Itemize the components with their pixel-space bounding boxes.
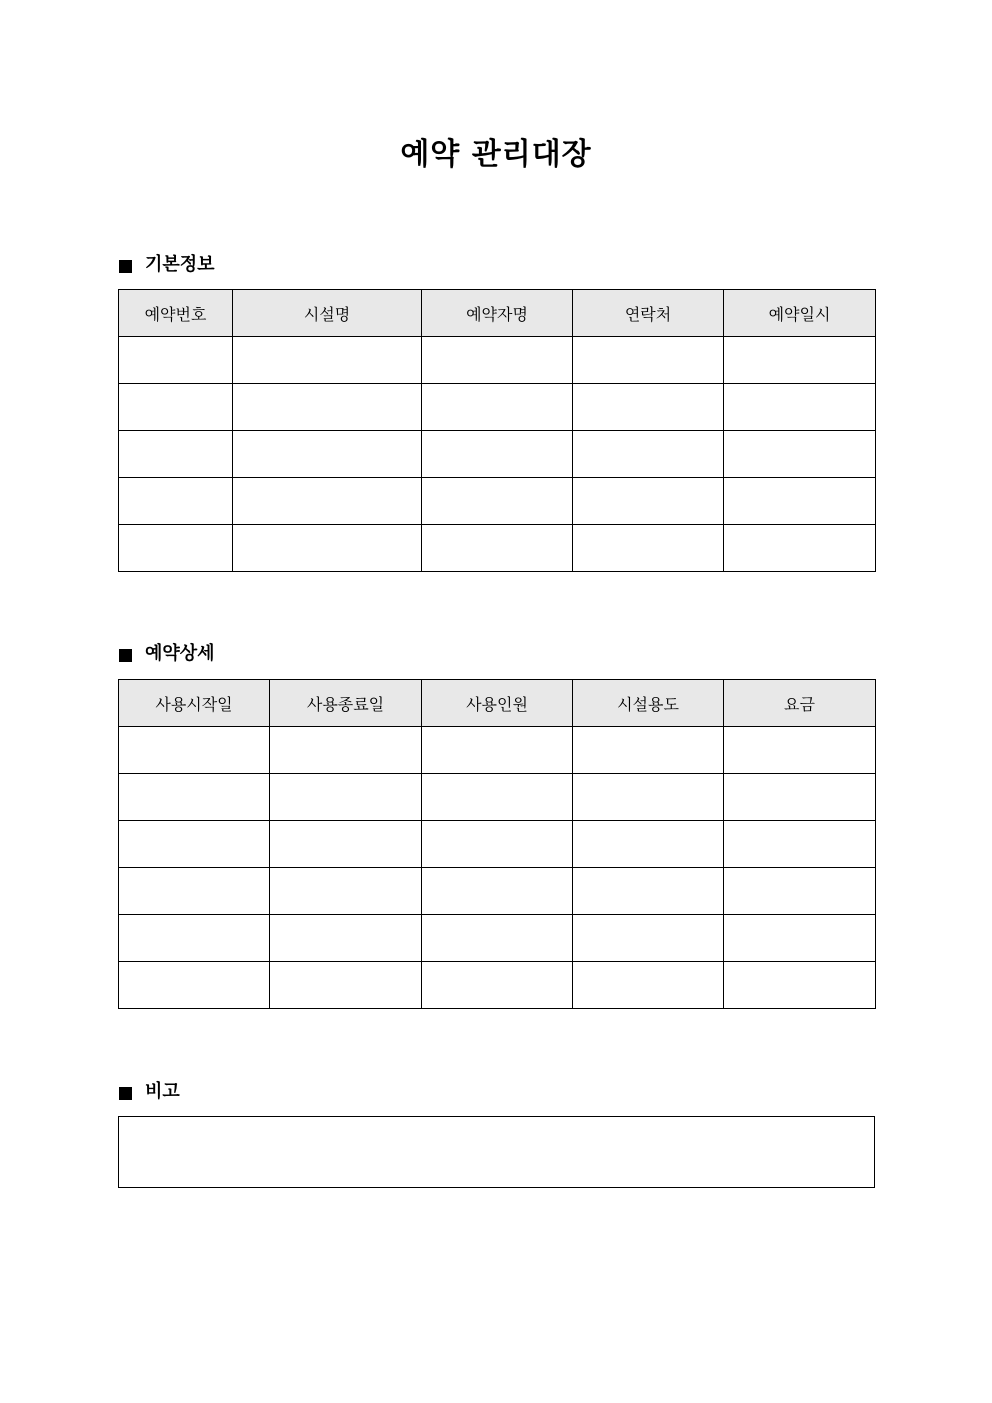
reservation-details-table — [118, 679, 876, 1009]
table-cell[interactable] — [119, 525, 233, 572]
table-cell[interactable] — [724, 727, 876, 774]
table-row — [119, 774, 876, 821]
table-cell[interactable] — [422, 821, 573, 868]
square-bullet-icon — [119, 1087, 132, 1100]
column-header-end-date: 사용종료일 — [270, 680, 422, 727]
table-cell[interactable] — [422, 727, 573, 774]
table-cell[interactable] — [422, 868, 573, 915]
table-row — [119, 384, 876, 431]
table-cell[interactable] — [233, 431, 422, 478]
table-cell[interactable] — [573, 915, 724, 962]
table-row — [119, 962, 876, 1009]
remarks-field[interactable] — [118, 1116, 875, 1188]
table-cell[interactable] — [422, 525, 573, 572]
table-cell[interactable] — [573, 962, 724, 1009]
table-cell[interactable] — [422, 774, 573, 821]
table-cell[interactable] — [119, 384, 233, 431]
section-heading-basic-info — [119, 253, 215, 277]
table-cell[interactable] — [119, 821, 270, 868]
table-row — [119, 868, 876, 915]
table-cell[interactable] — [119, 727, 270, 774]
column-header-reservation-datetime: 예약일시 — [724, 290, 876, 337]
column-header-facility-name: 시설명 — [233, 290, 422, 337]
table-cell[interactable] — [422, 384, 573, 431]
table-cell[interactable] — [573, 774, 724, 821]
table-cell[interactable] — [233, 337, 422, 384]
table-cell[interactable] — [270, 821, 422, 868]
table-cell[interactable] — [724, 821, 876, 868]
table-cell[interactable] — [573, 868, 724, 915]
column-header-start-date: 사용시작일 — [119, 680, 270, 727]
table-row — [119, 431, 876, 478]
section-heading-label: 기본정보 — [145, 254, 215, 275]
table-cell[interactable] — [119, 774, 270, 821]
table-cell[interactable] — [270, 727, 422, 774]
table-cell[interactable] — [270, 774, 422, 821]
table-cell[interactable] — [270, 962, 422, 1009]
table-cell[interactable] — [724, 384, 876, 431]
table-cell[interactable] — [573, 727, 724, 774]
column-header-headcount: 사용인원 — [422, 680, 573, 727]
table-cell[interactable] — [422, 431, 573, 478]
table-cell[interactable] — [573, 821, 724, 868]
table-cell[interactable] — [724, 525, 876, 572]
table-cell[interactable] — [724, 431, 876, 478]
table-cell[interactable] — [233, 478, 422, 525]
table-cell[interactable] — [233, 384, 422, 431]
column-header-fee: 요금 — [724, 680, 876, 727]
table-cell[interactable] — [724, 478, 876, 525]
table-cell[interactable] — [119, 868, 270, 915]
table-cell[interactable] — [270, 868, 422, 915]
table-cell[interactable] — [119, 915, 270, 962]
table-cell[interactable] — [119, 431, 233, 478]
table-cell[interactable] — [422, 337, 573, 384]
table-cell[interactable] — [724, 868, 876, 915]
page-title: 예약 관리대장 — [400, 137, 592, 172]
table-cell[interactable] — [573, 337, 724, 384]
table-cell[interactable] — [724, 337, 876, 384]
basic-info-table — [118, 289, 876, 572]
section-heading-reservation-details — [119, 642, 215, 666]
column-header-facility-purpose: 시설용도 — [573, 680, 724, 727]
table-cell[interactable] — [119, 478, 233, 525]
table-cell[interactable] — [724, 915, 876, 962]
table-cell[interactable] — [573, 384, 724, 431]
square-bullet-icon — [119, 649, 132, 662]
column-header-contact: 연락처 — [573, 290, 724, 337]
section-heading-label: 예약상세 — [145, 643, 215, 664]
table-header-row — [119, 290, 876, 337]
section-heading-label: 비고 — [145, 1081, 180, 1102]
table-row — [119, 915, 876, 962]
table-cell[interactable] — [573, 525, 724, 572]
table-row — [119, 337, 876, 384]
table-cell[interactable] — [422, 962, 573, 1009]
square-bullet-icon — [119, 260, 132, 273]
table-row — [119, 821, 876, 868]
section-heading-remarks — [119, 1080, 180, 1104]
table-cell[interactable] — [233, 525, 422, 572]
table-cell[interactable] — [119, 337, 233, 384]
table-cell[interactable] — [573, 478, 724, 525]
table-cell[interactable] — [270, 915, 422, 962]
table-cell[interactable] — [422, 478, 573, 525]
column-header-reservation-number: 예약번호 — [119, 290, 233, 337]
table-cell[interactable] — [119, 962, 270, 1009]
table-row — [119, 727, 876, 774]
column-header-reserver-name: 예약자명 — [422, 290, 573, 337]
table-cell[interactable] — [724, 774, 876, 821]
table-header-row — [119, 680, 876, 727]
table-cell[interactable] — [573, 431, 724, 478]
table-cell[interactable] — [724, 962, 876, 1009]
table-row — [119, 525, 876, 572]
table-row — [119, 478, 876, 525]
table-cell[interactable] — [422, 915, 573, 962]
